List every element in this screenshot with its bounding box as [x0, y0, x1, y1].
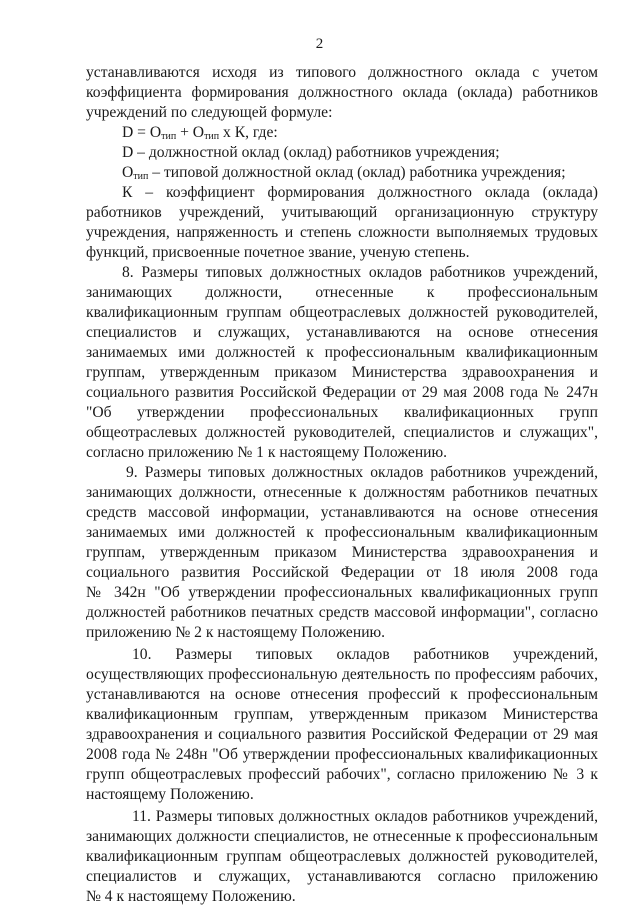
text-line: устанавливаются на основе отнесения профессий к профессиональным	[86, 686, 598, 703]
text-line: 10. Размеры типовых окладов работников учреждений,	[132, 646, 598, 663]
text-line: группам, утвержденным приказом Министерства здравоохранения и	[86, 364, 598, 381]
text-line: D – должностной оклад (оклад) работников учреждения;	[122, 144, 500, 161]
formula-part: O	[122, 164, 134, 181]
text-line: группам, утвержденным приказом Министерства здравоохранения и	[86, 544, 598, 561]
formula-subscript: тип	[161, 131, 177, 142]
text-line: средств массовой информации, устанавливаются на основе отнесения	[86, 504, 598, 521]
text-line: работников учреждений, учитывающий организационную структуру	[86, 204, 598, 221]
text-line: специалистов и служащих, устанавливаются на основе отнесения	[86, 324, 598, 341]
text-line: приложению № 2 к настоящему Положению.	[86, 624, 386, 641]
formula-part: D = O	[122, 124, 162, 141]
text-line: № 342н "Об утверждении профессиональных квалификационных групп	[86, 584, 598, 601]
text-line: К – коэффициент формирования должностного оклада (оклада)	[122, 184, 598, 201]
formula-part: x К, где:	[219, 124, 278, 141]
text-line: социального развития Российской Федерации от 29 мая 2008 года № 247н	[86, 384, 598, 401]
page-number: 2	[315, 36, 324, 52]
text-line: занимаемых ими должностей к профессиональным квалификационным	[86, 344, 598, 361]
text-line: функций, присвоенные почетное звание, ученую степень.	[86, 244, 470, 261]
text-line: общеотраслевых должностей руководителей, специалистов и служащих",	[86, 424, 598, 441]
text-line: квалификационным группам, утвержденным приказом Министерства	[86, 706, 598, 723]
formula-line	[122, 124, 598, 142]
text-line: "Об утверждении профессиональных квалификационных групп	[86, 404, 598, 421]
text-line: коэффициента формирования должностного оклада (оклада) работников	[86, 84, 598, 101]
text-line: занимающих должности, отнесенные к должностям работников печатных	[86, 484, 598, 501]
text-line: квалификационным группам общеотраслевых должностей руководителей,	[86, 304, 598, 321]
formula-subscript: тип	[204, 131, 220, 142]
text-line: 9. Размеры типовых должностных окладов работников учреждений,	[126, 464, 598, 481]
text-line: должностей работников печатных средств массовой информации", согласно	[86, 604, 598, 621]
text-line: учреждений по следующей формуле:	[86, 104, 333, 121]
text-line: 8. Размеры типовых должностных окладов работников учреждений,	[122, 264, 598, 281]
text-line: социального развития Российской Федерации от 18 июля 2008 года	[86, 564, 598, 581]
text-line: занимающих должности специалистов, не отнесенные к профессиональным	[86, 828, 598, 845]
text-line: занимаемых ими должностей к профессиональным квалификационным	[86, 524, 598, 541]
text-line: осуществляющих профессиональную деятельность по профессиям рабочих,	[86, 666, 598, 683]
text-line: 2008 года № 248н "Об утверждении профессиональных квалификационных	[86, 746, 598, 763]
text-line: устанавливаются исходя из типового должностного оклада с учетом	[86, 64, 598, 81]
formula-part: + O	[176, 124, 205, 141]
text-line: № 4 к настоящему Положению.	[86, 888, 296, 905]
text-line: специалистов и служащих, устанавливаются согласно приложению	[86, 868, 598, 885]
text-line: групп общеотраслевых профессий рабочих", согласно приложению № 3 к	[86, 766, 598, 783]
text-line: здравоохранения и социального развития Российской Федерации от 29 мая	[86, 726, 598, 743]
text-line: согласно приложению № 1 к настоящему Положению.	[86, 444, 448, 461]
text-line: учреждения, напряженность и степень сложности выполняемых трудовых	[86, 224, 598, 241]
text-line: настоящему Положению.	[86, 786, 254, 803]
formula-subscript: тип	[133, 171, 149, 182]
formula-part: – типовой должностной оклад (оклад) работника учреждения;	[148, 164, 566, 181]
text-line: квалификационным группам общеотраслевых должностей руководителей,	[86, 848, 598, 865]
text-line: 11. Размеры типовых должностных окладов работников учреждений,	[132, 808, 598, 825]
text-line: занимающих должности, отнесенные к профессиональным	[86, 284, 598, 301]
text-line	[122, 164, 598, 182]
